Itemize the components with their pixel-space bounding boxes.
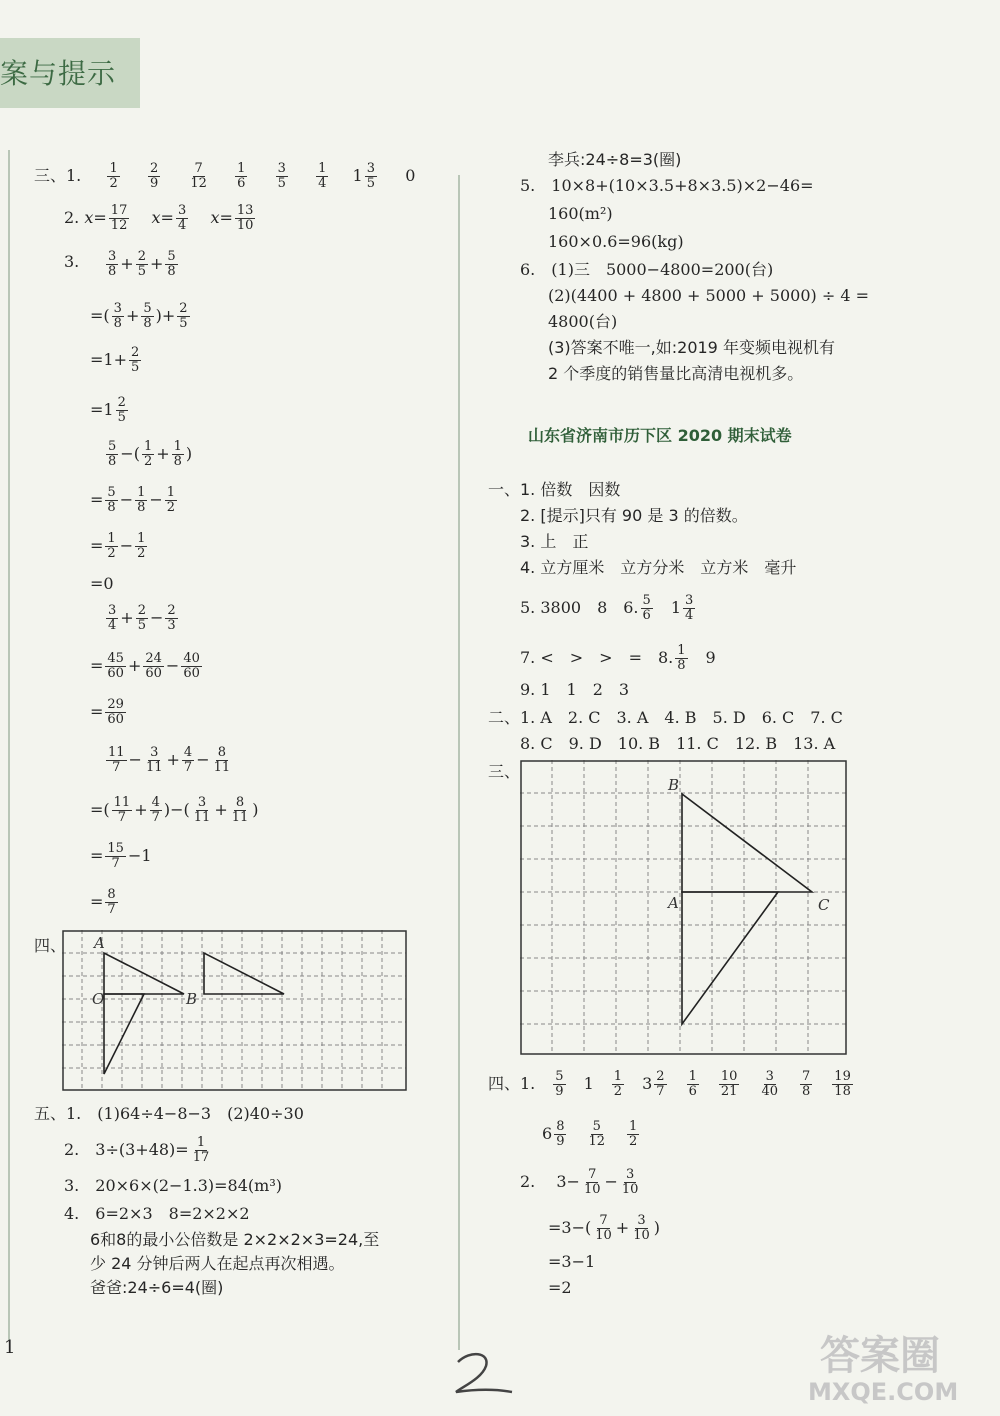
- grid-figure-right: [520, 760, 848, 1056]
- s4-row2: 6 $\frac{8}{9}$ $\frac{5}{12}$ $\frac{1}{2}$: [542, 1119, 638, 1149]
- q5-row2: 2. 3÷(3+48)= $\frac{1}{17}$: [64, 1135, 210, 1165]
- q3-3-label: 3.: [64, 252, 80, 271]
- mixed-whole: 1: [352, 166, 363, 185]
- page-number: 1: [4, 1337, 16, 1358]
- handwritten-mark: [450, 1348, 520, 1398]
- q5-row3: 3. 20×6×(2−1.3)=84(m³): [64, 1176, 282, 1195]
- q5-row4: 4. 6=2×3 8=2×2×2: [64, 1204, 250, 1223]
- section-title: 山东省济南市历下区 2020 期末试卷: [528, 426, 792, 445]
- label-o: O: [92, 990, 105, 1008]
- calc-line: = $\frac{5}{8}$ − $\frac{1}{8}$ − $\frac{1}{2}$: [90, 485, 176, 515]
- s2-row1: 二、1. A 2. C 3. A 4. B 5. D 6. C 7. C: [488, 708, 843, 727]
- watermark-logo: 答案圈: [820, 1333, 940, 1379]
- calc-line: = $\frac{15}{7}$ −1: [90, 841, 152, 871]
- left-border-line: [8, 150, 10, 1340]
- q3-2-label: 2.: [64, 208, 80, 227]
- r5-row2: 160(m²): [548, 204, 613, 223]
- s2-row2: 8. C 9. D 10. B 11. C 12. B 13. A: [520, 734, 836, 753]
- r6-row3: 4800(台): [548, 312, 618, 331]
- calc-line: =( $\frac{3}{8}$ + $\frac{5}{8}$ )+ $\frac{2}{5}$: [90, 301, 188, 331]
- label-a: A: [668, 894, 679, 912]
- s4-2-row3: =3−1: [548, 1252, 596, 1271]
- fraction: $\frac{3}{4}$: [177, 203, 187, 233]
- last-value: 0: [405, 166, 416, 185]
- calc-line: = $\frac{8}{7}$: [90, 887, 116, 917]
- r-line0: 李兵:24÷8=3(圈): [548, 150, 682, 169]
- calc-line: = $\frac{29}{60}$: [90, 697, 124, 727]
- fraction: $\frac{17}{12}$: [110, 203, 128, 233]
- s1-row7: 9. 1 1 2 3: [520, 680, 630, 699]
- s1-row4: 4. 立方厘米 立方分米 立方米 毫升: [520, 558, 797, 577]
- s4-2-row4: =2: [548, 1278, 572, 1297]
- var-x: x=: [210, 208, 233, 227]
- q5-row4d: 爸爸:24÷6=4(圈): [90, 1278, 224, 1297]
- q3-1-label: 三、1.: [34, 166, 82, 185]
- fraction: $\frac{1}{2}$: [109, 161, 118, 191]
- q5-row1: 五、1. (1)64÷4−8−3 (2)40÷30: [34, 1104, 304, 1123]
- calc-line: =0: [90, 574, 114, 593]
- s3-label: 三、: [488, 762, 521, 781]
- var-x: x=: [151, 208, 174, 227]
- fraction: $\frac{1}{4}$: [318, 161, 327, 191]
- calc-line: $\frac{3}{4}$ + $\frac{2}{5}$ − $\frac{2}{3}$: [108, 603, 176, 633]
- q4-label: 四、: [34, 936, 67, 955]
- header-title: 案与提示: [0, 57, 117, 90]
- calc-line: $\frac{3}{8}$ + $\frac{2}{5}$ + $\frac{5}{8}$: [108, 249, 176, 279]
- s4-2-row1: 2. 3− $\frac{7}{10}$ − $\frac{3}{10}$: [520, 1167, 639, 1197]
- label-c: C: [818, 896, 830, 914]
- fraction: $\frac{3}{5}$: [366, 161, 376, 191]
- label-b: B: [668, 776, 680, 794]
- s1-row1: 一、1. 倍数 因数: [488, 480, 621, 499]
- fraction: $\frac{7}{12}$: [190, 161, 207, 191]
- label-a: A: [94, 934, 105, 952]
- label-b: B: [186, 990, 198, 1008]
- s1-row3: 3. 上 正: [520, 532, 589, 551]
- r5-row3: 160×0.6=96(kg): [548, 232, 684, 251]
- q5-row4c: 少 24 分钟后两人在起点再次相遇。: [90, 1254, 345, 1273]
- r6-row5: 2 个季度的销售量比高清电视机多。: [548, 364, 804, 383]
- r5-row: 5. 10×8+(10×3.5+8×3.5)×2−46=: [520, 176, 814, 195]
- fraction: $\frac{2}{9}$: [149, 161, 159, 191]
- q5-row4b: 6和8的最小公倍数是 2×2×2×3=24,至: [90, 1230, 380, 1249]
- calc-line: =1+ $\frac{2}{5}$: [90, 345, 140, 375]
- q3-1-row: [34, 162, 415, 191]
- grid-figure-left: [62, 930, 408, 1092]
- r6-row: 6. (1)三 5000−4800=200(台): [520, 260, 774, 279]
- column-divider: [458, 175, 460, 1350]
- fraction: $\frac{1}{6}$: [237, 161, 246, 191]
- calc-line: $\frac{11}{7}$ − $\frac{3}{11}$ + $\frac{4}{7}$ − $\frac{8}{11}$: [108, 745, 231, 775]
- s1-row2: 2. [提示]只有 90 是 3 的倍数。: [520, 506, 748, 525]
- calc-line: =( $\frac{11}{7}$ + $\frac{4}{7}$ )−( $\frac{3}{11}$ + $\frac{8}{11}$ ): [90, 795, 259, 825]
- calc-line: =1 $\frac{2}{5}$: [90, 395, 126, 425]
- s1-row6: 7. < > > = 8. $\frac{1}{8}$ 9: [520, 643, 716, 673]
- var-x: x=: [84, 208, 107, 227]
- watermark-url: MXQE.COM: [808, 1378, 959, 1406]
- fraction: $\frac{13}{10}$: [236, 203, 254, 233]
- s4-2-row2: =3−( $\frac{7}{10}$ + $\frac{3}{10}$ ): [548, 1213, 660, 1243]
- r6-row2: (2)(4400 + 4800 + 5000 + 5000) ÷ 4 =: [548, 286, 870, 305]
- s4-row1: 四、1. $\frac{5}{9}$ 1 $\frac{1}{2}$ 3 $\frac{2}{7}$ $\frac{1}{6}$ $\frac{10}{21}$ $\frac{3}{40}$ $\frac{7}{8}$ $\frac{19}{18}$: [488, 1069, 851, 1099]
- s1-row5: 5. 3800 8 6. $\frac{5}{6}$ 1 $\frac{3}{4}$: [520, 593, 694, 623]
- q3-2-row: [64, 204, 257, 233]
- fraction: $\frac{3}{5}$: [277, 161, 286, 191]
- calc-line: = $\frac{1}{2}$ − $\frac{1}{2}$: [90, 531, 146, 561]
- calc-line: $\frac{5}{8}$ −( $\frac{1}{2}$ + $\frac{1}{8}$ ): [108, 439, 193, 469]
- r6-row4: (3)答案不唯一,如:2019 年变频电视机有: [548, 338, 835, 357]
- calc-line: = $\frac{45}{60}$ + $\frac{24}{60}$ − $\frac{40}{60}$: [90, 651, 200, 681]
